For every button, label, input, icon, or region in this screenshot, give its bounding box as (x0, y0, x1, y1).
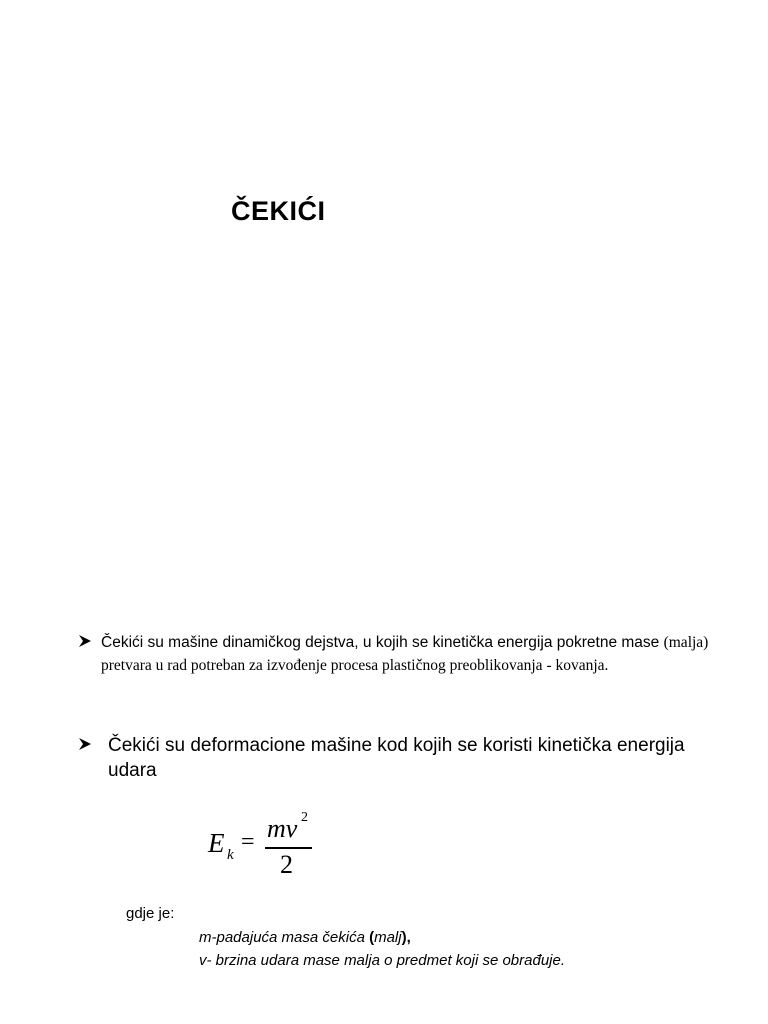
bullet-1-part-3: - kovanja. (542, 656, 609, 674)
definition-m-malj: malj (374, 929, 402, 946)
definition-m-paren-close: ), (401, 929, 411, 946)
definition-m-text: m-padajuća masa čekića (199, 929, 370, 946)
formula-lhs: E (208, 828, 225, 858)
bullet-paragraph-2: Čekići su deformacione mašine kod kojih se koristi kinetička energija udara (108, 735, 685, 781)
formula-lhs-subscript: k (227, 847, 234, 863)
page-title: ČEKIĆI (231, 196, 326, 226)
bullet-1-part-1: Čekići su mašine dinamičkog dejstva, u kojih se kinetička energija pokretne mase (101, 634, 664, 651)
definition-m-paren-open: ( (369, 929, 375, 946)
arrowhead-bullet-icon (78, 634, 92, 648)
formula-numerator-exponent: 2 (301, 810, 308, 825)
bullet-1-part-2: (malja) pretvara u rad potreban za izvođenje procesa plastičnog preoblikovanja (101, 634, 709, 674)
formula-denominator: 2 (280, 850, 293, 879)
formula-fraction-bar (265, 847, 312, 849)
bullet-paragraph-1 (101, 632, 741, 677)
where-label: gdje je: (126, 905, 175, 922)
formula-equals: = (241, 829, 255, 855)
kinetic-energy-formula (208, 810, 338, 882)
formula-numerator: mv (267, 814, 298, 843)
definition-v: v- brzina udara mase malja o predmet koji se obrađuje. (199, 952, 566, 969)
arrowhead-bullet-icon (78, 737, 92, 751)
definition-m (199, 929, 411, 946)
